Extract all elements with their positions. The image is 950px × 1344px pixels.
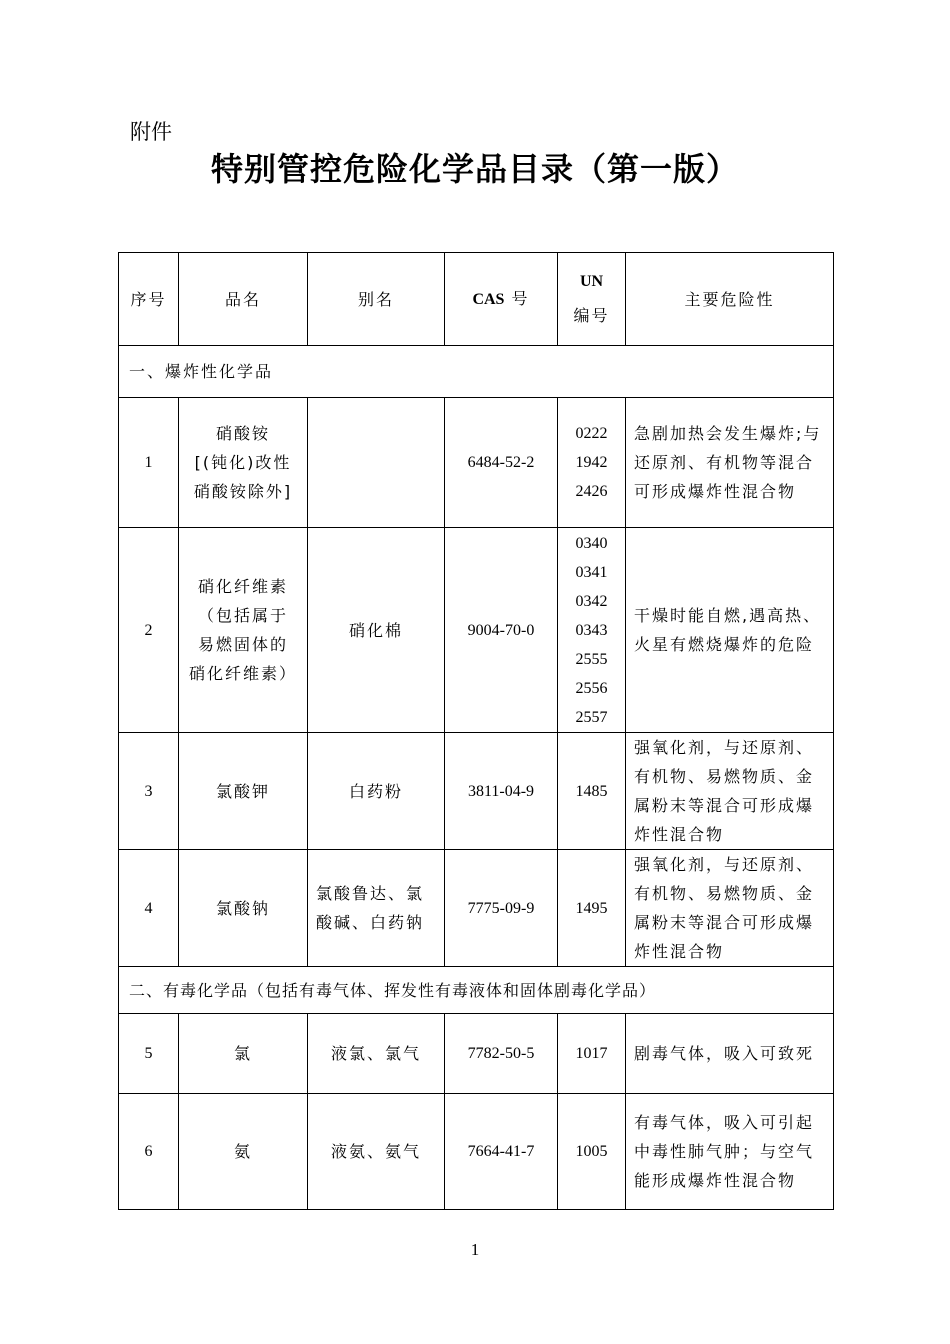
row-hazard: 强氧化剂，与还原剂、有机物、易燃物质、金属粉末等混合可形成爆炸性混合物 xyxy=(626,733,834,850)
name-line: （包括属于 xyxy=(197,606,288,625)
name-line: [(钝化)改性 xyxy=(194,453,292,472)
un-label-bottom: 编号 xyxy=(573,306,610,325)
row-un: 1005 xyxy=(558,1094,626,1210)
section-title: 二、有毒化学品（包括有毒气体、挥发性有毒液体和固体剧毒化学品） xyxy=(119,967,834,1014)
row-hazard: 干燥时能自燃,遇高热、火星有燃烧爆炸的危险 xyxy=(626,528,834,733)
un-number: 2557 xyxy=(575,708,608,726)
cas-suffix: 号 xyxy=(504,289,530,308)
row-un xyxy=(558,528,626,733)
attachment-label: 附件 xyxy=(130,120,172,144)
name-line: 硝化纤维素） xyxy=(188,664,297,683)
name-line: 硝酸铵 xyxy=(215,424,270,443)
row-seq: 3 xyxy=(119,733,179,850)
row-un: 1495 xyxy=(558,850,626,967)
section-row-explosive xyxy=(119,346,834,398)
row-alias: 液氯、氯气 xyxy=(308,1014,445,1094)
row-alias: 白药粉 xyxy=(308,733,445,850)
row-cas: 7775-09-9 xyxy=(445,850,558,967)
row-cas: 7664-41-7 xyxy=(445,1094,558,1210)
row-cas: 9004-70-0 xyxy=(445,528,558,733)
row-name: 氯酸钠 xyxy=(179,850,308,967)
un-number: 1942 xyxy=(575,454,608,471)
row-hazard: 强氧化剂，与还原剂、有机物、易燃物质、金属粉末等混合可形成爆炸性混合物 xyxy=(626,850,834,967)
row-seq: 6 xyxy=(119,1094,179,1210)
col-header-un xyxy=(558,253,626,346)
row-name: 氯 xyxy=(179,1014,308,1094)
un-number: 0222 xyxy=(575,425,608,442)
row-hazard: 有毒气体，吸入可引起中毒性肺气肿；与空气能形成爆炸性混合物 xyxy=(626,1094,834,1210)
col-header-name: 品名 xyxy=(179,253,308,346)
row-alias xyxy=(308,398,445,528)
un-number: 2555 xyxy=(575,650,608,668)
row-cas: 6484-52-2 xyxy=(445,398,558,528)
row-name: 氯酸钾 xyxy=(179,733,308,850)
col-header-seq: 序号 xyxy=(119,253,179,346)
row-seq: 2 xyxy=(119,528,179,733)
name-line: 硝化纤维素 xyxy=(197,577,288,596)
un-number: 0341 xyxy=(575,563,608,581)
un-number: 0342 xyxy=(575,592,608,610)
chemical-catalog-table xyxy=(118,252,834,1210)
page-number: 1 xyxy=(470,1240,480,1259)
row-hazard: 剧毒气体，吸入可致死 xyxy=(626,1014,834,1094)
un-label-top: UN xyxy=(579,273,604,290)
un-number: 2556 xyxy=(575,679,608,697)
col-header-cas xyxy=(445,253,558,346)
table-row xyxy=(119,850,834,967)
col-header-hazard: 主要危险性 xyxy=(626,253,834,346)
name-line: 硝酸铵除外] xyxy=(193,482,293,501)
cas-label: CAS xyxy=(472,291,505,308)
row-alias: 液氨、氨气 xyxy=(308,1094,445,1210)
row-un: 1485 xyxy=(558,733,626,850)
document-title: 特别管控危险化学品目录（第一版） xyxy=(210,150,739,188)
table-row xyxy=(119,398,834,528)
table-row xyxy=(119,733,834,850)
un-number: 0340 xyxy=(575,534,608,552)
row-name xyxy=(179,398,308,528)
row-cas: 7782-50-5 xyxy=(445,1014,558,1094)
row-seq: 5 xyxy=(119,1014,179,1094)
row-alias: 氯酸鲁达、氯酸碱、白药钠 xyxy=(308,850,445,967)
row-seq: 1 xyxy=(119,398,179,528)
table-row xyxy=(119,1014,834,1094)
table-row xyxy=(119,528,834,733)
col-header-alias: 别名 xyxy=(308,253,445,346)
un-number: 0343 xyxy=(575,621,608,639)
section-row-toxic xyxy=(119,967,834,1014)
row-un: 1017 xyxy=(558,1014,626,1094)
name-line: 易燃固体的 xyxy=(197,635,288,654)
row-hazard: 急剧加热会发生爆炸;与还原剂、有机物等混合可形成爆炸性混合物 xyxy=(626,398,834,528)
table-header-row xyxy=(119,253,834,346)
row-name: 氨 xyxy=(179,1094,308,1210)
row-cas: 3811-04-9 xyxy=(445,733,558,850)
row-alias: 硝化棉 xyxy=(308,528,445,733)
row-name xyxy=(179,528,308,733)
row-un xyxy=(558,398,626,528)
row-seq: 4 xyxy=(119,850,179,967)
section-title: 一、爆炸性化学品 xyxy=(119,346,834,398)
un-number: 2426 xyxy=(575,483,608,500)
table-row xyxy=(119,1094,834,1210)
